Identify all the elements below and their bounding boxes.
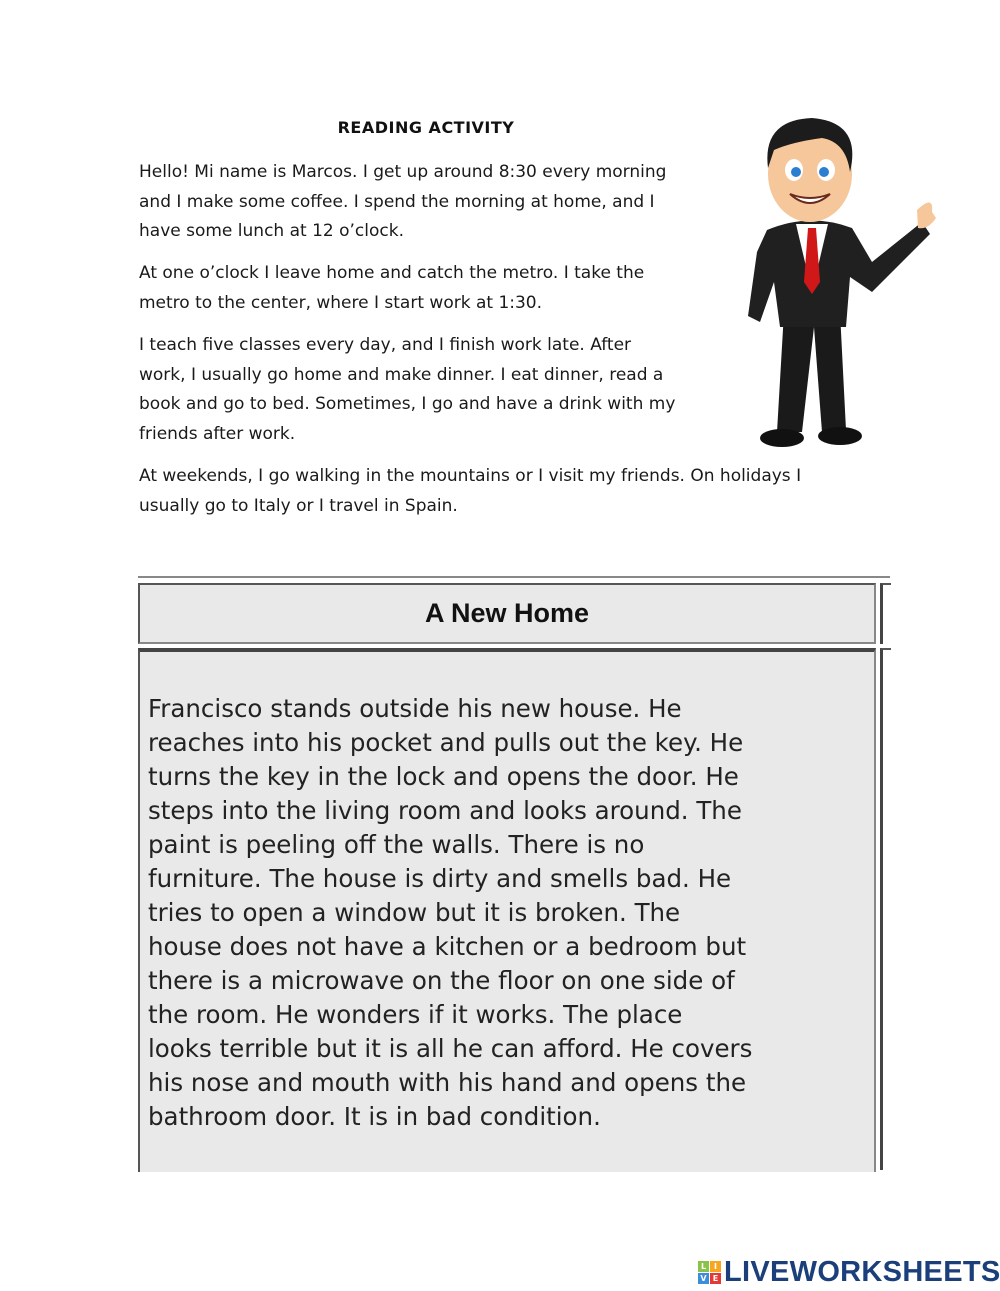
frame-top-rule [138,576,890,578]
text-line: I teach five classes every day, and I finish work late. After [139,335,632,355]
story-title: A New Home [424,598,590,628]
text-line: work, I usually go home and make dinner. I eat dinner, read a [139,364,664,385]
paragraph-3 [139,331,675,449]
story-line: house does not have a kitchen or a bedroom but [148,932,747,961]
liveworksheets-logo [698,1256,1000,1289]
story-line: tries to open a window but it is broken. The [148,898,681,927]
story-title-box [138,583,876,644]
logo-cube: V [698,1273,709,1284]
text-line: Hello! Mi name is Marcos. I get up around 8:30 every morning [139,162,667,182]
frame-side [880,583,891,644]
story-text-box [138,648,876,1172]
story-line: steps into the living room and looks around. The [148,796,742,825]
text-line: At one o’clock I leave home and catch the metro. I take the [139,263,645,283]
story-line: furniture. The house is dirty and smells bad. He [148,864,732,893]
text-line: friends after work. [139,423,296,444]
story-line: his nose and mouth with his hand and opens the [148,1068,747,1097]
story-text [148,692,752,1134]
logo-cubes-icon [698,1261,721,1284]
logo-cube: I [710,1261,721,1272]
paragraph-4 [139,462,801,521]
story-line: turns the key in the lock and opens the door. He [148,762,739,791]
paragraph-2 [139,259,644,318]
text-line: book and go to bed. Sometimes, I go and have a drink with my [139,394,676,414]
frame-side [880,648,891,1170]
story-line: paint is peeling off the walls. There is no [148,830,645,859]
text-line: metro to the center, where I start work at 1:30. [139,292,543,313]
story-line: looks terrible but it is all he can afford. He covers [148,1034,753,1063]
story-line: reaches into his pocket and pulls out the key. He [148,728,744,757]
story-line: the room. He wonders if it works. The place [148,1000,683,1029]
logo-text: LIVEWORKSHEETS [724,1256,1000,1288]
story-line: there is a microwave on the floor on one side of [148,966,735,995]
reading-activity-title: READING ACTIVITY [337,118,515,137]
text-line: and I make some coffee. I spend the morning at home, and I [139,191,655,212]
businessman-illustration [722,112,937,460]
paragraph-1 [139,158,666,247]
text-line: At weekends, I go walking in the mountains or I visit my friends. On holidays I [139,466,802,486]
text-line: usually go to Italy or I travel in Spain. [139,495,458,516]
logo-cube: E [710,1273,721,1284]
story-line: Francisco stands outside his new house. He [148,694,682,723]
text-line: have some lunch at 12 o’clock. [139,221,404,241]
story-line: bathroom door. It is in bad condition. [148,1102,601,1131]
logo-cube: L [698,1261,709,1272]
